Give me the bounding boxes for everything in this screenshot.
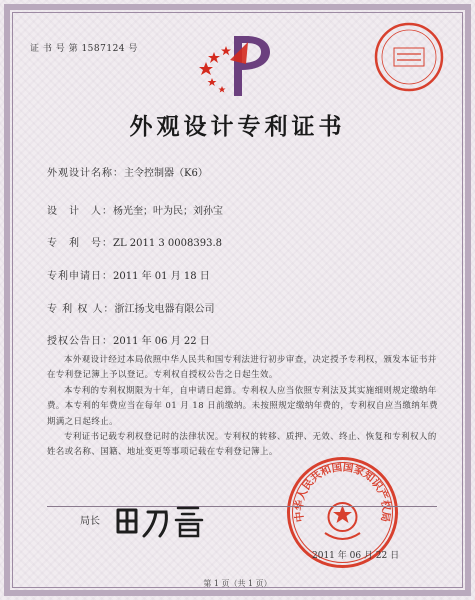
seal-text: 中华人民共和国国家知识产权局	[293, 461, 392, 523]
seal-date: 2011 年 06 月 22 日	[312, 551, 400, 561]
design-name-row	[47, 164, 208, 179]
design-name-label: 外观设计名称：	[47, 168, 124, 179]
page-footer: 第 1 页（共 1 页）	[203, 579, 272, 588]
patent-number-value: ZL 2011 3 0008393.8	[113, 238, 223, 249]
patentee-value: 浙江扬戈电器有限公司	[114, 304, 215, 315]
patent-office-logo-icon	[196, 30, 274, 98]
director-signature-icon	[112, 500, 222, 542]
filing-date-label: 专利申请日：	[47, 271, 113, 282]
patent-number-label: 专 利 号：	[47, 238, 113, 249]
designer-row	[47, 202, 223, 217]
body-paragraph-3: 专利证书记载专利权登记时的法律状况。专利权的转移、质押、无效、终止、恢复和专利权人的姓名或名称、国籍、地址变更等事项记载在专利登记簿上。	[47, 431, 437, 457]
certificate-number: 证 书 号 第 1587124 号	[30, 44, 138, 54]
body-paragraph-2: 本专利的专利权期限为十年，自申请日起算。专利权人应当依照专利法及其实施细则规定缴纳年费。本专利的年费应当在每年 01 月 18 日前缴纳。未按照规定缴纳年费的，专利权自应当缴纳年费期满之日起终止。	[47, 385, 438, 426]
designer-label: 设 计 人：	[47, 206, 113, 217]
agency-seal-icon	[372, 20, 446, 94]
patent-number-row	[47, 234, 222, 249]
design-name-value: 主令控制器（K6）	[124, 168, 208, 179]
grant-date-row	[47, 332, 210, 347]
grant-date-label: 授权公告日：	[47, 336, 113, 347]
director-label: 局长	[80, 516, 100, 527]
filing-date-row	[47, 267, 210, 282]
patentee-row	[47, 300, 215, 315]
body-paragraph-1: 本外观设计经过本局依照中华人民共和国专利法进行初步审查，决定授予专利权，颁发本证书并在专利登记簿上予以登记。专利权自授权公告之日起生效。	[47, 354, 437, 380]
filing-date-value: 2011 年 01 月 18 日	[113, 271, 210, 282]
signature-divider	[47, 506, 437, 507]
grant-date-value: 2011 年 06 月 22 日	[113, 336, 210, 347]
designer-value: 杨光奎；叶为民；刘孙宝	[113, 206, 223, 217]
patentee-label: 专 利 权 人：	[47, 304, 115, 315]
certificate-title: 外观设计专利证书	[129, 113, 346, 140]
